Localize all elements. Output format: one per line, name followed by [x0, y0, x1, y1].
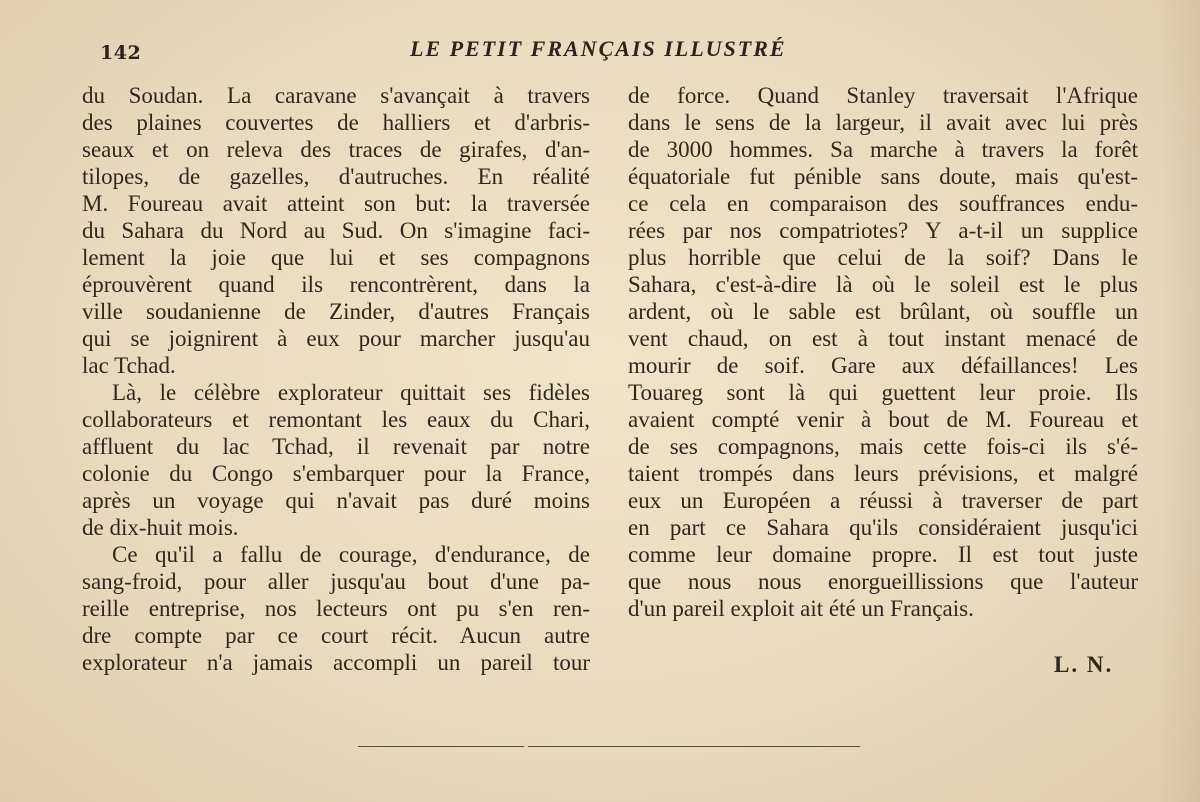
text-line: eux un Européen a réussi à traverser de part — [628, 488, 1138, 513]
text-line: que nous nous enorgueillissions que l'auteur — [628, 569, 1138, 594]
text-line: seaux et on releva des traces de girafes, d'an- — [82, 137, 590, 162]
left-column — [82, 82, 590, 676]
text-line: dre compte par ce court récit. Aucun autre — [82, 623, 590, 648]
text-line: sang-froid, pour aller jusqu'au bout d'une pa- — [82, 569, 590, 594]
text-line: mourir de soif. Gare aux défaillances! Les — [628, 353, 1138, 378]
text-line: des plaines couvertes de halliers et d'arbris- — [82, 110, 590, 135]
text-line: de dix-huit mois. — [82, 515, 239, 540]
text-line: Ce qu'il a fallu de courage, d'endurance, de — [112, 542, 590, 567]
text-line: M. Foureau avait atteint son but: la traversée — [82, 191, 590, 216]
text-line: équatoriale fut pénible sans doute, mais qu'est- — [628, 164, 1138, 189]
text-line: tilopes, de gazelles, d'autruches. En réalité — [82, 164, 590, 189]
right-column — [628, 82, 1138, 622]
text-line: du Sahara du Nord au Sud. On s'imagine faci- — [82, 218, 590, 243]
text-line: ville soudanienne de Zinder, d'autres Français — [82, 299, 590, 324]
text-line: avaient compté venir à bout de M. Foureau et — [628, 407, 1138, 432]
text-line: plus horrible que celui de la soif? Dans le — [628, 245, 1138, 270]
running-head: LE PETIT FRANÇAIS ILLUSTRÉ — [410, 36, 787, 61]
text-line: d'un pareil exploit ait été un Français. — [628, 596, 974, 621]
text-line: affluent du lac Tchad, il revenait par notre — [82, 434, 590, 459]
text-line: ce cela en comparaison des souffrances endu- — [628, 191, 1138, 216]
page-number: 142 — [100, 42, 142, 64]
text-line: éprouvèrent quand ils rencontrèrent, dans la — [82, 272, 590, 297]
text-line: de 3000 hommes. Sa marche à travers la forêt — [628, 137, 1138, 162]
text-line: rées par nos compatriotes? Y a-t-il un supplice — [628, 218, 1138, 243]
text-line: lac Tchad. — [82, 353, 176, 378]
text-line: de force. Quand Stanley traversait l'Afrique — [628, 83, 1138, 108]
section-rule — [358, 746, 524, 747]
text-line: collaborateurs et remontant les eaux du Chari, — [82, 407, 590, 432]
text-line: explorateur n'a jamais accompli un pareil tour — [82, 650, 590, 675]
page-edge-shadow — [1160, 0, 1200, 802]
text-line: en part ce Sahara qu'ils considéraient jusqu'ici — [628, 515, 1138, 540]
author-signature: L. N. — [1054, 652, 1114, 677]
text-line: Là, le célèbre explorateur quittait ses fidèles — [112, 380, 590, 405]
section-rule — [528, 746, 860, 747]
text-line: qui se joignirent à eux pour marcher jusqu'au — [82, 326, 590, 351]
text-line: reille entreprise, nos lecteurs ont pu s'en ren- — [82, 596, 590, 621]
text-line: lement la joie que lui et ses compagnons — [82, 245, 590, 270]
text-line: Touareg sont là qui guettent leur proie. Ils — [628, 380, 1138, 405]
text-line: ardent, où le sable est brûlant, où souffle un — [628, 299, 1138, 324]
text-line: dans le sens de la largeur, il avait avec lui près — [628, 110, 1138, 135]
text-line: vent chaud, on est à tout instant menacé de — [628, 326, 1138, 351]
text-line: taient trompés dans leurs prévisions, et malgré — [628, 461, 1138, 486]
text-line: de ses compagnons, mais cette fois-ci ils s'é- — [628, 434, 1138, 459]
text-line: Sahara, c'est-à-dire là où le soleil est le plus — [628, 272, 1138, 297]
text-line: du Soudan. La caravane s'avançait à travers — [82, 83, 590, 108]
text-line: après un voyage qui n'avait pas duré moins — [82, 488, 590, 513]
text-line: comme leur domaine propre. Il est tout juste — [628, 542, 1138, 567]
text-line: colonie du Congo s'embarquer pour la France, — [82, 461, 590, 486]
